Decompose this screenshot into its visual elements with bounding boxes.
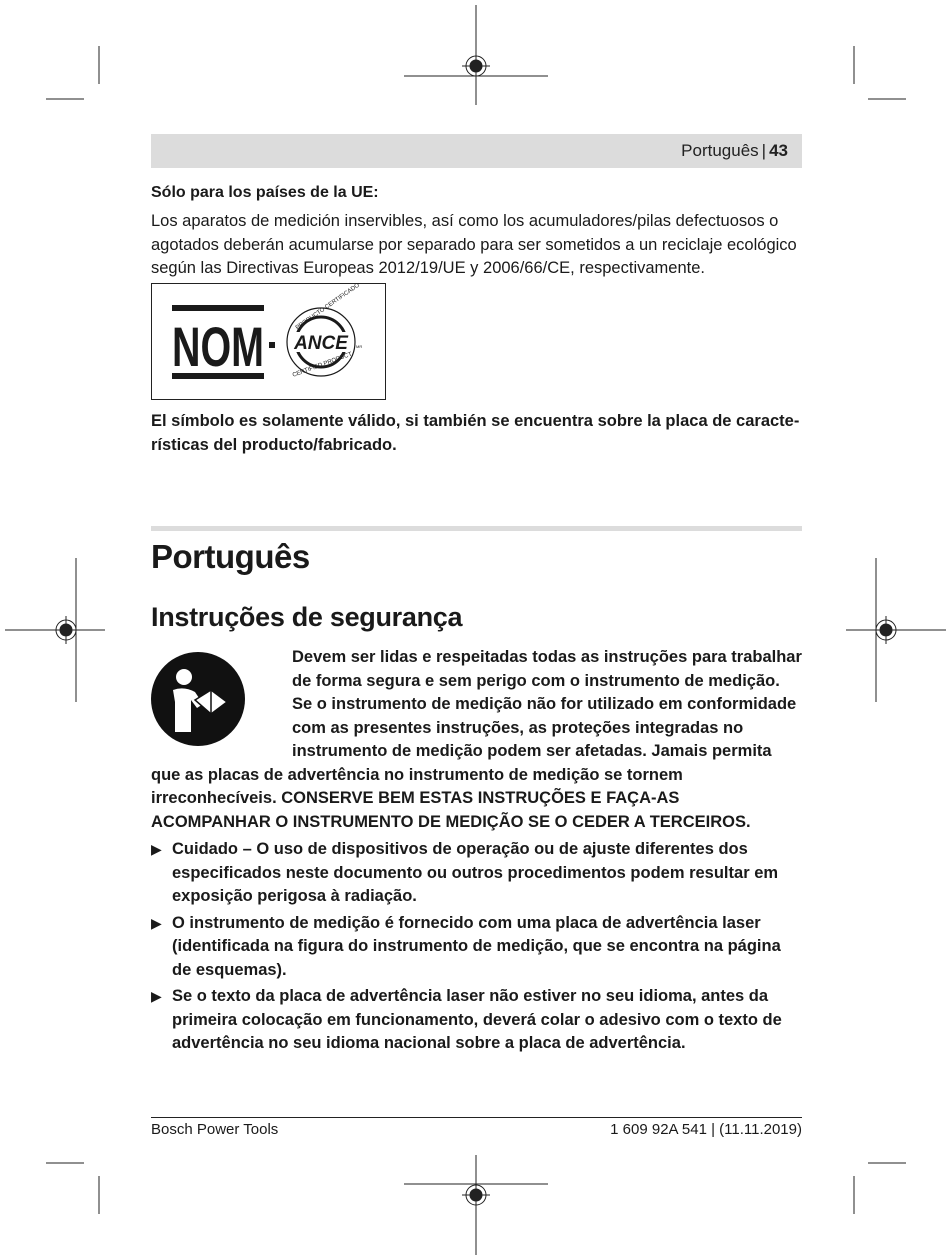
- eu-title: Sólo para los países de la UE:: [151, 184, 379, 201]
- bullet-text: Cuidado – O uso de dispositivos de operação ou de ajuste diferentes dos especificados neste documento ou outros procedimentos podem resultar em exposição perigosa à radiação.: [172, 840, 779, 905]
- footer-divider: [151, 1117, 802, 1118]
- header-separator: |: [761, 141, 767, 160]
- nom-ance-logo-graphic: [152, 284, 385, 399]
- bullet-text: O instrumento de medição é fornecido com uma placa de advertência laser (identificada na figura do instrumento de medição, que se encontra na página de esquemas).: [172, 913, 781, 979]
- header-text: [681, 141, 788, 161]
- list-item: [151, 985, 802, 1056]
- section-title: Português: [151, 538, 310, 575]
- safety-intro-indented: Devem ser lidas e respeitadas todas as instruções para trabalhar de forma segura e sem perigo com o instrumento de medição. Se o instrumento de medição não for utilizado em conformidade com as presentes instruções, as proteções integradas no instrumento de medição podem ser afetadas. Jamais permita: [292, 648, 802, 760]
- safety-subtitle: Instruções de segurança: [151, 602, 463, 632]
- nom-text: NOM: [172, 315, 264, 378]
- safety-bullets: [151, 838, 802, 1059]
- page-number: 43: [769, 141, 788, 160]
- bullet-triangle-icon: ▶: [151, 988, 162, 1004]
- footer-doc-number: 1 609 92A 541 | (11.11.2019): [610, 1121, 802, 1138]
- list-item: [151, 838, 802, 909]
- ring-top-text: PRODUCTO CERTIFICADO: [294, 284, 361, 332]
- nom-validity-note: El símbolo es solamente válido, si también se encuentra sobre la placa de caracte-rísticas del producto/fabricado.: [151, 412, 800, 454]
- safety-intro-rest: que as placas de advertência no instrumento de medição se tornem irreconhecíveis. CONSERVE BEM ESTAS INSTRUÇÕES E FAÇA-AS ACOMPANHAR O INSTRUMENTO DE MEDIÇÃO SE O CEDER A TERCEIROS.: [151, 765, 751, 831]
- page-header: [151, 134, 802, 168]
- safety-intro: [151, 646, 802, 834]
- registered-mark: MR: [356, 344, 363, 349]
- ring-bottom-text: CERTIFIED PRODUCT: [291, 351, 354, 379]
- section-divider: [151, 526, 802, 531]
- list-item: [151, 912, 802, 983]
- bullet-triangle-icon: ▶: [151, 914, 162, 931]
- nom-ance-logo: [151, 283, 386, 400]
- header-language: Português: [681, 141, 759, 160]
- bullet-text: Se o texto da placa de advertência laser não estiver no seu idioma, antes da primeira colocação em funcionamento, deverá colar o adesivo com o texto de advertência no seu idioma nacional sobre a placa de advertência.: [172, 987, 782, 1052]
- eu-disposal-text: Los aparatos de medición inservibles, así como los acumuladores/pilas defectuosos o agotados deberán acumularse por separado para ser sometidos a un reciclaje ecológico según las Directivas Europeas 2012/19/UE y 2006/66/CE, respectivamente.: [151, 212, 797, 277]
- ance-text: ANCE: [294, 333, 348, 354]
- bullet-triangle-icon: ▶: [151, 841, 162, 857]
- footer-brand: Bosch Power Tools: [151, 1121, 279, 1138]
